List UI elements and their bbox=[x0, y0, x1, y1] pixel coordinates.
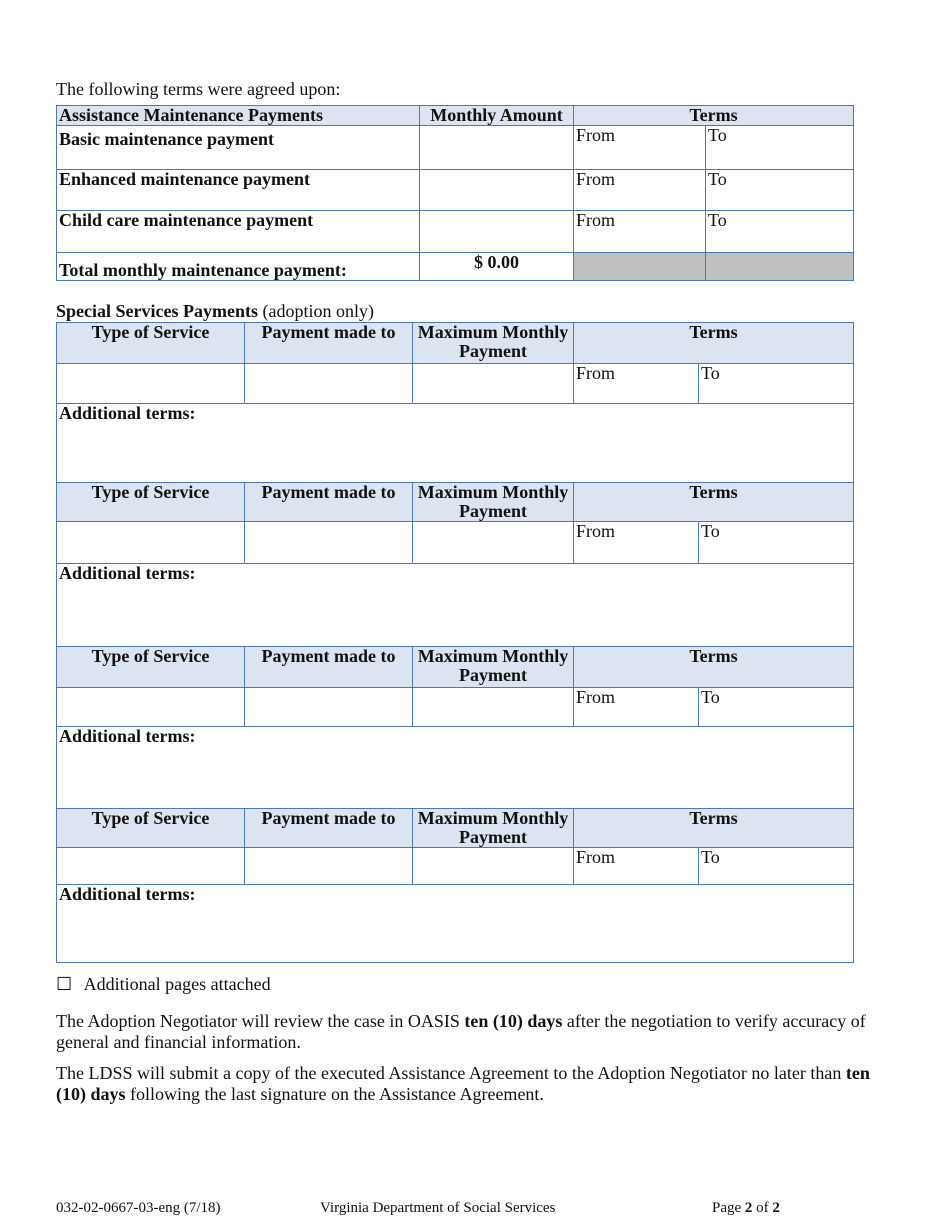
amount-header: Monthly Amount bbox=[420, 106, 574, 126]
childcare-from-field[interactable]: From bbox=[574, 210, 706, 252]
basic-payment-amount[interactable] bbox=[420, 125, 574, 169]
payment-made-to-header: Payment made to bbox=[245, 809, 413, 848]
payment-made-to-header: Payment made to bbox=[245, 647, 413, 688]
submit-text-days: ten (10) days bbox=[56, 1063, 870, 1104]
basic-payment-label: Basic maintenance payment bbox=[57, 125, 420, 169]
payment-made-to-header: Payment made to bbox=[245, 483, 413, 522]
special-services-table bbox=[56, 322, 854, 963]
terms-header: Terms bbox=[574, 106, 854, 126]
from-field[interactable]: From bbox=[574, 522, 699, 564]
maximum-monthly-payment-field[interactable] bbox=[413, 364, 574, 404]
review-text-part2: after the negotiation to verify accuracy of general and financial information. bbox=[56, 1011, 866, 1052]
from-field[interactable]: From bbox=[574, 364, 699, 404]
to-field[interactable]: To bbox=[699, 522, 854, 564]
footer-page-of: of bbox=[752, 1200, 773, 1216]
total-payment-value: $ 0.00 bbox=[420, 252, 574, 280]
footer-form-number: 032-02-0667-03-eng (7/18) bbox=[56, 1200, 221, 1216]
intro-text: The following terms were agreed upon: bbox=[56, 79, 341, 99]
enhanced-to-field[interactable]: To bbox=[706, 169, 854, 210]
additional-pages-checkbox[interactable]: ☐ bbox=[56, 974, 73, 994]
payment-made-to-field[interactable] bbox=[245, 688, 413, 727]
type-of-service-field[interactable] bbox=[57, 848, 245, 885]
childcare-to-field[interactable]: To bbox=[706, 210, 854, 252]
footer-page-number bbox=[712, 1200, 780, 1217]
payment-made-to-field[interactable] bbox=[245, 848, 413, 885]
total-to-shaded bbox=[706, 252, 854, 280]
review-paragraph bbox=[56, 1011, 886, 1052]
enhanced-payment-label: Enhanced maintenance payment bbox=[57, 169, 420, 210]
terms-header: Terms bbox=[574, 647, 854, 688]
terms-header: Terms bbox=[574, 483, 854, 522]
enhanced-payment-amount[interactable] bbox=[420, 169, 574, 210]
payment-made-to-header: Payment made to bbox=[245, 323, 413, 364]
review-text-days: ten (10) days bbox=[464, 1011, 563, 1031]
childcare-payment-amount[interactable] bbox=[420, 210, 574, 252]
maintenance-table bbox=[56, 105, 854, 281]
from-field[interactable]: From bbox=[574, 848, 699, 885]
footer-page-current: 2 bbox=[744, 1200, 753, 1216]
to-field[interactable]: To bbox=[699, 364, 854, 404]
basic-to-field[interactable]: To bbox=[706, 125, 854, 169]
additional-terms-field[interactable]: Additional terms: bbox=[57, 564, 854, 647]
payments-header: Assistance Maintenance Payments bbox=[57, 106, 420, 126]
to-field[interactable]: To bbox=[699, 848, 854, 885]
payment-made-to-field[interactable] bbox=[245, 364, 413, 404]
type-of-service-field[interactable] bbox=[57, 522, 245, 564]
special-services-title-bold: Special Services Payments bbox=[56, 301, 258, 321]
footer-page-total: 2 bbox=[772, 1200, 780, 1216]
review-text-part1: The Adoption Negotiator will review the case in OASIS bbox=[56, 1011, 465, 1031]
terms-header: Terms bbox=[574, 809, 854, 848]
type-of-service-header: Type of Service bbox=[57, 647, 245, 688]
submit-text-part1: The LDSS will submit a copy of the executed Assistance Agreement to the Adoption Negotiator no later than bbox=[56, 1063, 846, 1083]
total-from-shaded bbox=[574, 252, 706, 280]
additional-terms-field[interactable]: Additional terms: bbox=[57, 885, 854, 963]
type-of-service-header: Type of Service bbox=[57, 323, 245, 364]
additional-pages-label: Additional pages attached bbox=[83, 974, 271, 994]
special-services-title bbox=[56, 301, 374, 322]
footer-page-text: Page bbox=[712, 1200, 745, 1216]
enhanced-from-field[interactable]: From bbox=[574, 169, 706, 210]
type-of-service-header: Type of Service bbox=[57, 483, 245, 522]
type-of-service-field[interactable] bbox=[57, 364, 245, 404]
submit-paragraph bbox=[56, 1063, 886, 1104]
basic-from-field[interactable]: From bbox=[574, 125, 706, 169]
type-of-service-header: Type of Service bbox=[57, 809, 245, 848]
additional-pages-row bbox=[56, 974, 271, 995]
terms-header: Terms bbox=[574, 323, 854, 364]
additional-terms-field[interactable]: Additional terms: bbox=[57, 404, 854, 483]
maximum-monthly-payment-header: Maximum Monthly Payment bbox=[413, 323, 574, 364]
footer-agency: Virginia Department of Social Services bbox=[320, 1200, 556, 1216]
maximum-monthly-payment-header: Maximum Monthly Payment bbox=[413, 483, 574, 522]
submit-text-part2: following the last signature on the Assistance Agreement. bbox=[125, 1083, 544, 1104]
maximum-monthly-payment-field[interactable] bbox=[413, 522, 574, 564]
maximum-monthly-payment-field[interactable] bbox=[413, 688, 574, 727]
maximum-monthly-payment-field[interactable] bbox=[413, 848, 574, 885]
maximum-monthly-payment-header: Maximum Monthly Payment bbox=[413, 647, 574, 688]
childcare-payment-label: Child care maintenance payment bbox=[57, 210, 420, 252]
special-services-title-note: (adoption only) bbox=[262, 301, 374, 321]
type-of-service-field[interactable] bbox=[57, 688, 245, 727]
additional-terms-field[interactable]: Additional terms: bbox=[57, 727, 854, 809]
from-field[interactable]: From bbox=[574, 688, 699, 727]
payment-made-to-field[interactable] bbox=[245, 522, 413, 564]
total-payment-label: Total monthly maintenance payment: bbox=[57, 252, 420, 280]
maximum-monthly-payment-header: Maximum Monthly Payment bbox=[413, 809, 574, 848]
to-field[interactable]: To bbox=[699, 688, 854, 727]
